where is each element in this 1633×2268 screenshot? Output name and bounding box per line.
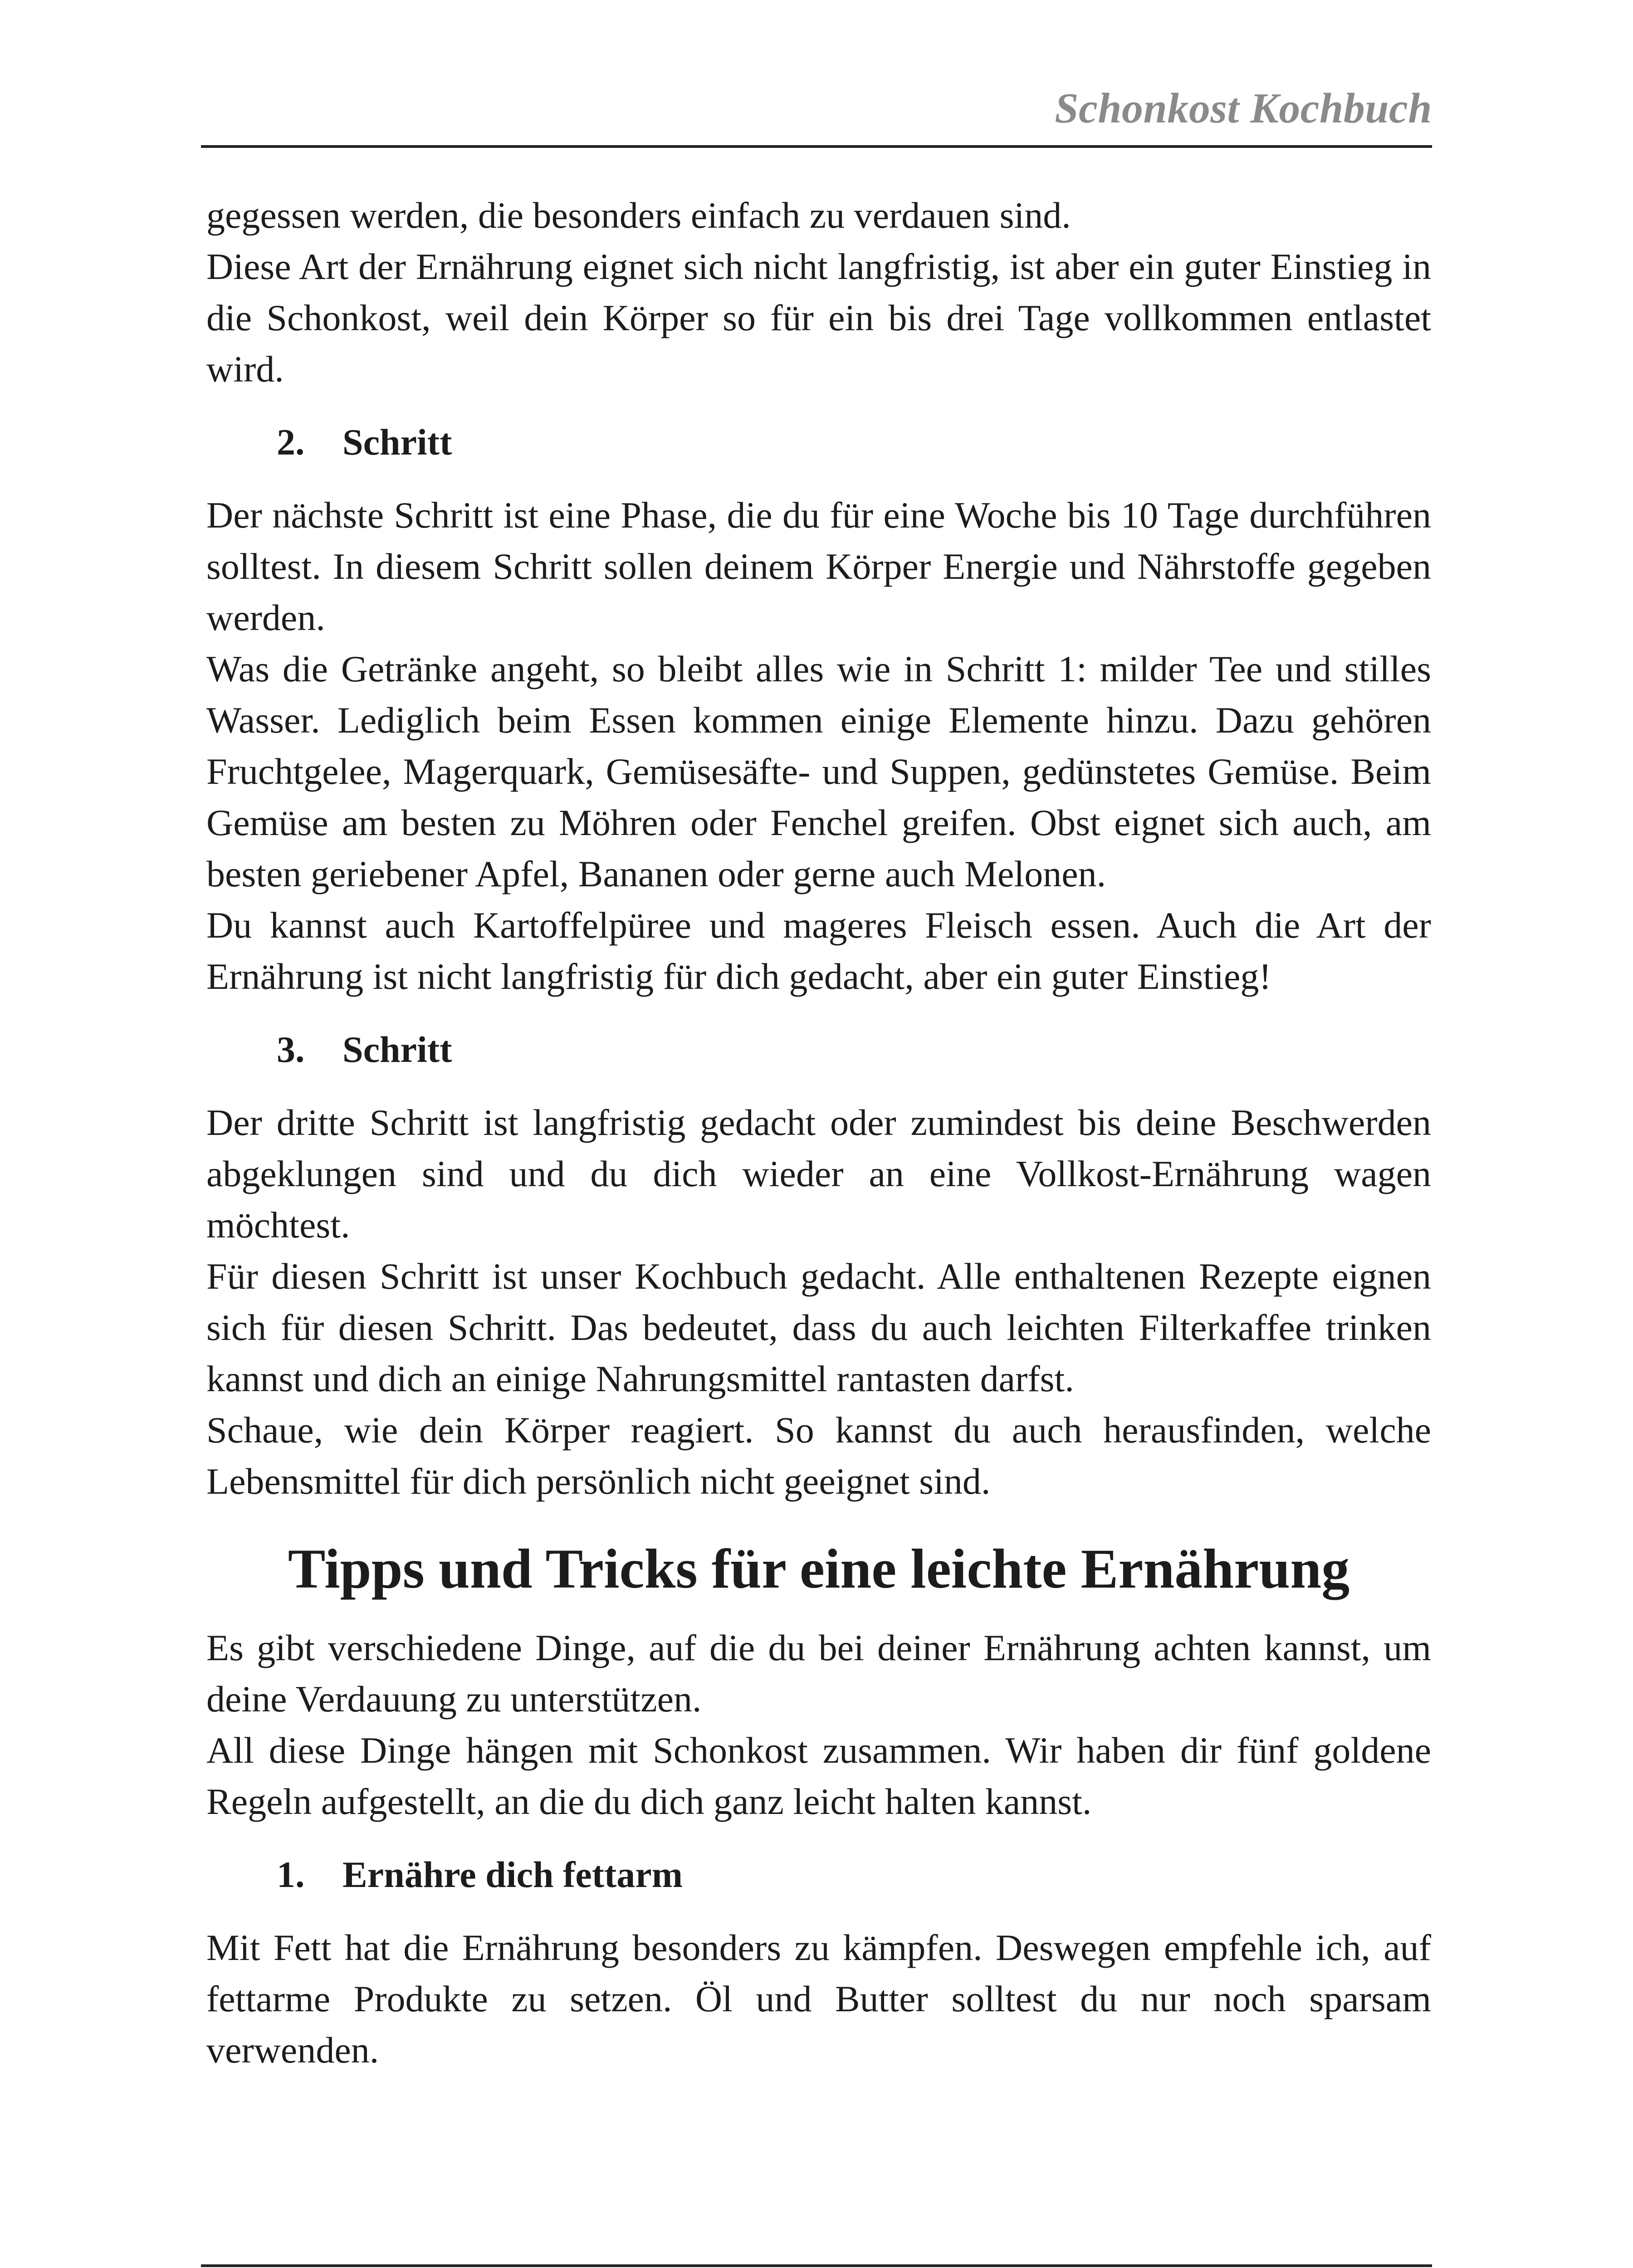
step-heading-3 — [206, 1024, 1431, 1075]
footer-rule — [201, 2264, 1432, 2267]
section-heading: Tipps und Tricks für eine leichte Ernährung — [288, 1538, 1350, 1600]
paragraph: Schaue, wie dein Körper reagiert. So kannst du auch herausfinden, welche Lebensmittel für dich persönlich nicht geeignet sind. — [206, 1409, 1431, 1502]
paragraph: Du kannst auch Kartoffelpüree und mageres Fleisch essen. Auch die Art der Ernährung ist nicht langfristig für dich gedacht, aber ein guter Einstieg! — [206, 904, 1431, 997]
rule-heading-1 — [206, 1849, 1431, 1900]
paragraph: All diese Dinge hängen mit Schonkost zusammen. Wir haben dir fünf goldene Regeln aufgestellt, an die du dich ganz leicht halten kannst. — [206, 1730, 1431, 1822]
step-number: 3. — [277, 1029, 305, 1070]
header-rule — [201, 145, 1432, 148]
rule-number: 1. — [277, 1854, 305, 1895]
paragraph: Der dritte Schritt ist langfristig gedacht oder zumindest bis deine Beschwerden abgeklungen sind und du dich wieder an eine Vollkost-Ernährung wagen möchtest. — [206, 1102, 1431, 1246]
page-body — [206, 190, 1431, 2076]
paragraph: Für diesen Schritt ist unser Kochbuch gedacht. Alle enthaltenen Rezepte eignen sich für diesen Schritt. Das bedeutet, dass du auch leichten Filterkaffee trinken kannst und dich an einige Nahrungsmittel rantasten darfst. — [206, 1256, 1431, 1399]
step-number: 2. — [277, 421, 305, 463]
step-label: Schritt — [342, 1029, 452, 1070]
rule-label: Ernähre dich fettarm — [342, 1854, 683, 1895]
step-heading-2 — [206, 416, 1431, 468]
step-label: Schritt — [342, 421, 452, 463]
paragraph: Der nächste Schritt ist eine Phase, die du für eine Woche bis 10 Tage durchführen solltest. In diesem Schritt sollen deinem Körper Energie und Nährstoffe gegeben werden. — [206, 494, 1431, 638]
running-header-title: Schonkost Kochbuch — [1055, 85, 1432, 132]
paragraph: Was die Getränke angeht, so bleibt alles wie in Schritt 1: milder Tee und stilles Wasser. Lediglich beim Essen kommen einige Elemente hinzu. Dazu gehören Fruchtgelee, Magerquark, Gemüsesäfte- und Suppen, gedünstetes Gemüse. Beim Gemüse am besten zu Möhren oder Fenchel greifen. Obst eignet sich auch, am besten geriebener Apfel, Bananen oder gerne auch Melonen. — [206, 648, 1431, 894]
paragraph: Es gibt verschiedene Dinge, auf die du bei deiner Ernährung achten kannst, um deine Verdauung zu unterstützen. — [206, 1627, 1431, 1720]
paragraph: Diese Art der Ernährung eignet sich nicht langfristig, ist aber ein guter Einstieg in die Schonkost, weil dein Körper so für ein bis drei Tage vollkommen entlastet wird. — [206, 246, 1431, 390]
paragraph: gegessen werden, die besonders einfach zu verdauen sind. — [206, 195, 1071, 236]
paragraph: Mit Fett hat die Ernährung besonders zu kämpfen. Deswegen empfehle ich, auf fettarme Produkte zu setzen. Öl und Butter solltest du nur noch sparsam verwenden. — [206, 1927, 1431, 2071]
